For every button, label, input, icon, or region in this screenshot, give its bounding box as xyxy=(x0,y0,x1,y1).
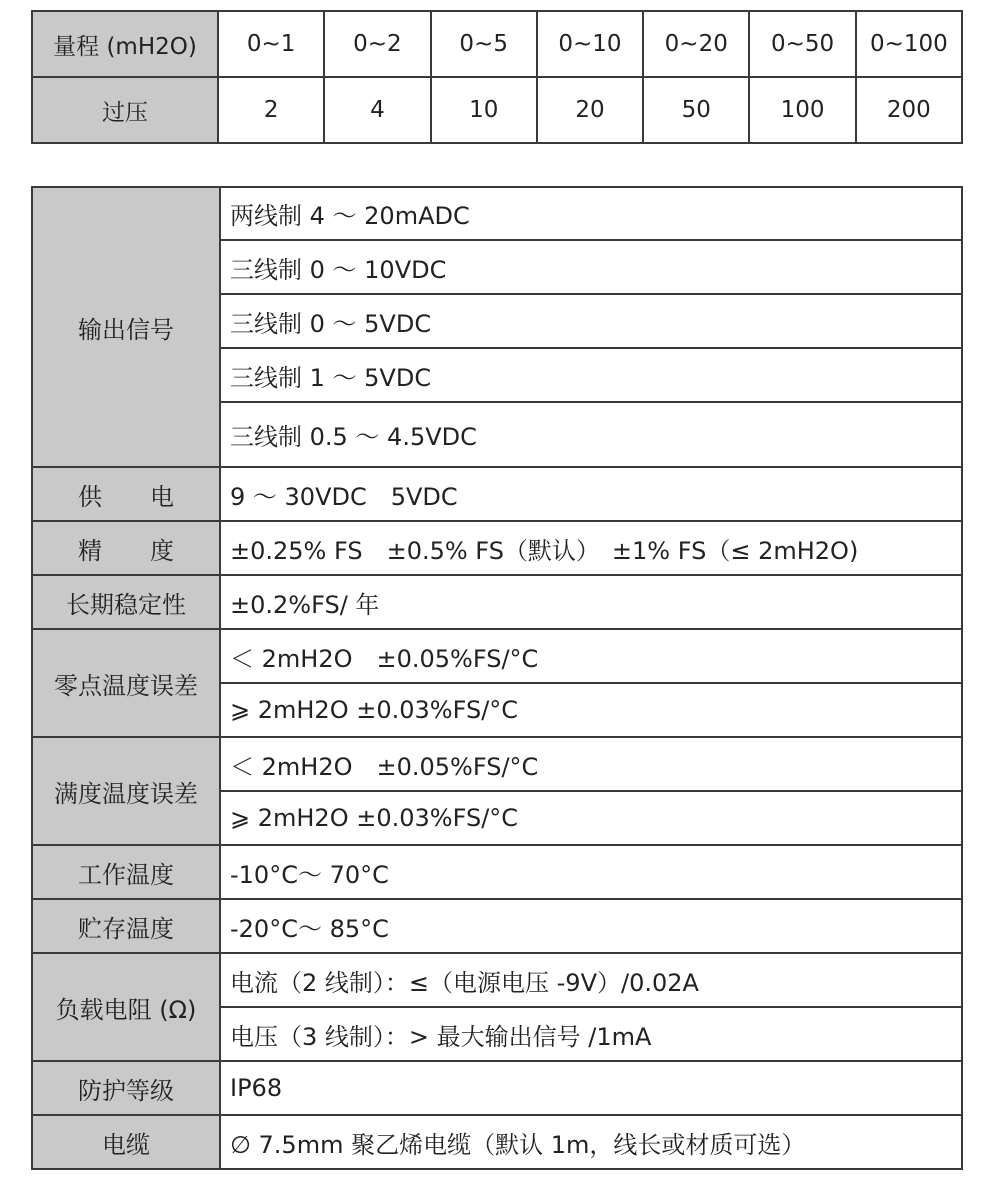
spec-row xyxy=(32,737,962,791)
work-temp-value: -10°C～ 70°C xyxy=(220,845,962,899)
protection-value: IP68 xyxy=(220,1061,962,1115)
power-value: 9 ～ 30VDC 5VDC xyxy=(220,467,962,521)
spec-row xyxy=(32,187,962,240)
spec-row xyxy=(32,575,962,629)
span-temp-error-value: ⩾ 2mH2O ±0.03%FS/°C xyxy=(220,791,962,845)
cable-value: ∅ 7.5mm 聚乙烯电缆（默认 1m，线长或材质可选） xyxy=(220,1115,962,1169)
range-cell: 0~20 xyxy=(643,11,749,77)
load-resistance-value: 电流（2 线制）：≤（电源电压 -9V）/0.02A xyxy=(220,953,962,1007)
zero-temp-error-value: ＜ 2mH2O ±0.05%FS/°C xyxy=(220,629,962,683)
overload-cell: 200 xyxy=(856,77,962,143)
range-cell: 0~2 xyxy=(324,11,430,77)
accuracy-label: 精 度 xyxy=(32,521,220,575)
overload-cell: 2 xyxy=(218,77,324,143)
spec-row xyxy=(32,467,962,521)
power-label: 供 电 xyxy=(32,467,220,521)
range-row xyxy=(32,11,962,77)
spec-row xyxy=(32,1061,962,1115)
overload-cell: 10 xyxy=(431,77,537,143)
storage-temp-label: 贮存温度 xyxy=(32,899,220,953)
spec-row xyxy=(32,899,962,953)
load-resistance-label: 负载电阻 (Ω) xyxy=(32,953,220,1061)
span-temp-error-label: 满度温度误差 xyxy=(32,737,220,845)
stability-value: ±0.2%FS/ 年 xyxy=(220,575,962,629)
storage-temp-value: -20°C～ 85°C xyxy=(220,899,962,953)
overload-cell: 4 xyxy=(324,77,430,143)
work-temp-label: 工作温度 xyxy=(32,845,220,899)
stability-label: 长期稳定性 xyxy=(32,575,220,629)
spec-row xyxy=(32,953,962,1007)
spec-row xyxy=(32,845,962,899)
cable-label: 电缆 xyxy=(32,1115,220,1169)
output-signal-value: 三线制 1 ～ 5VDC xyxy=(220,348,962,402)
overload-row xyxy=(32,77,962,143)
range-cell: 0~100 xyxy=(856,11,962,77)
zero-temp-error-value: ⩾ 2mH2O ±0.03%FS/°C xyxy=(220,683,962,737)
zero-temp-error-label: 零点温度误差 xyxy=(32,629,220,737)
output-signal-label: 输出信号 xyxy=(32,187,220,467)
overload-header: 过压 xyxy=(32,77,218,143)
output-signal-value: 三线制 0 ～ 10VDC xyxy=(220,240,962,294)
output-signal-value: 两线制 4 ～ 20mADC xyxy=(220,187,962,240)
overload-cell: 20 xyxy=(537,77,643,143)
range-cell: 0~10 xyxy=(537,11,643,77)
range-cell: 0~50 xyxy=(749,11,855,77)
spec-table xyxy=(31,186,963,1170)
load-resistance-value: 电压（3 线制）：> 最大输出信号 /1mA xyxy=(220,1007,962,1061)
range-cell: 0~1 xyxy=(218,11,324,77)
output-signal-value: 三线制 0 ～ 5VDC xyxy=(220,294,962,348)
range-header: 量程 (mH2O) xyxy=(32,11,218,77)
output-signal-value: 三线制 0.5 ～ 4.5VDC xyxy=(220,402,962,467)
spec-row xyxy=(32,1115,962,1169)
range-table xyxy=(31,10,963,144)
overload-cell: 100 xyxy=(749,77,855,143)
overload-cell: 50 xyxy=(643,77,749,143)
span-temp-error-value: ＜ 2mH2O ±0.05%FS/°C xyxy=(220,737,962,791)
spec-row xyxy=(32,629,962,683)
accuracy-value: ±0.25% FS ±0.5% FS（默认） ±1% FS（≤ 2mH2O) xyxy=(220,521,962,575)
spec-row xyxy=(32,521,962,575)
protection-label: 防护等级 xyxy=(32,1061,220,1115)
range-cell: 0~5 xyxy=(431,11,537,77)
